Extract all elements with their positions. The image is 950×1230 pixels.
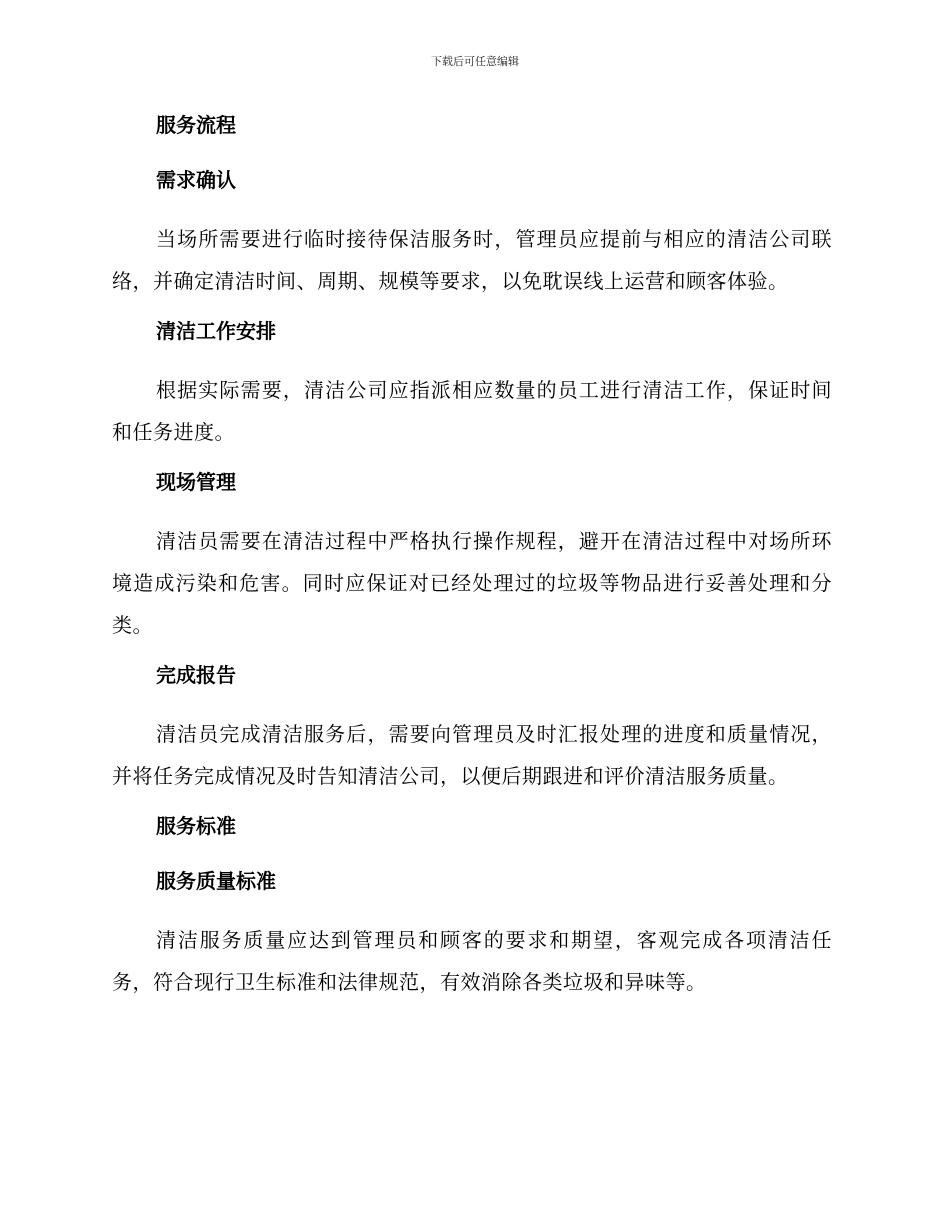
paragraph-service-quality-standard: 清洁服务质量应达到管理员和顾客的要求和期望，客观完成各项清洁任务，符合现行卫生标准和法律规范，有效消除各类垃圾和异味等。	[112, 928, 832, 994]
paragraph-site-management: 清洁员需要在清洁过程中严格执行操作规程，避开在清洁过程中对场所环境造成污染和危害。同时应保证对已经处理过的垃圾等物品进行妥善处理和分类。	[112, 529, 832, 637]
section-heading-completion-report: 完成报告	[156, 663, 236, 687]
paragraph-requirement-confirm: 当场所需要进行临时接待保洁服务时，管理员应提前与相应的清洁公司联络，并确定清洁时间、周期、规模等要求，以免耽误线上运营和顾客体验。	[112, 227, 832, 293]
paragraph-completion-report: 清洁员完成清洁服务后，需要向管理员及时汇报处理的进度和质量情况，并将任务完成情况及时告知清洁公司，以便后期跟进和评价清洁服务质量。	[112, 722, 832, 788]
page-header-note: 下载后可任意编辑	[431, 55, 519, 68]
section-heading-site-management: 现场管理	[156, 470, 236, 494]
section-heading-requirement-confirm: 需求确认	[156, 168, 236, 192]
section-heading-service-standard: 服务标准	[156, 814, 236, 838]
document-body	[112, 108, 832, 1015]
section-heading-service-quality-standard: 服务质量标准	[156, 869, 276, 893]
section-heading-cleaning-arrangement: 清洁工作安排	[156, 319, 276, 343]
section-heading-service-process: 服务流程	[156, 113, 236, 137]
paragraph-cleaning-arrangement: 根据实际需要，清洁公司应指派相应数量的员工进行清洁工作，保证时间和任务进度。	[112, 378, 832, 444]
